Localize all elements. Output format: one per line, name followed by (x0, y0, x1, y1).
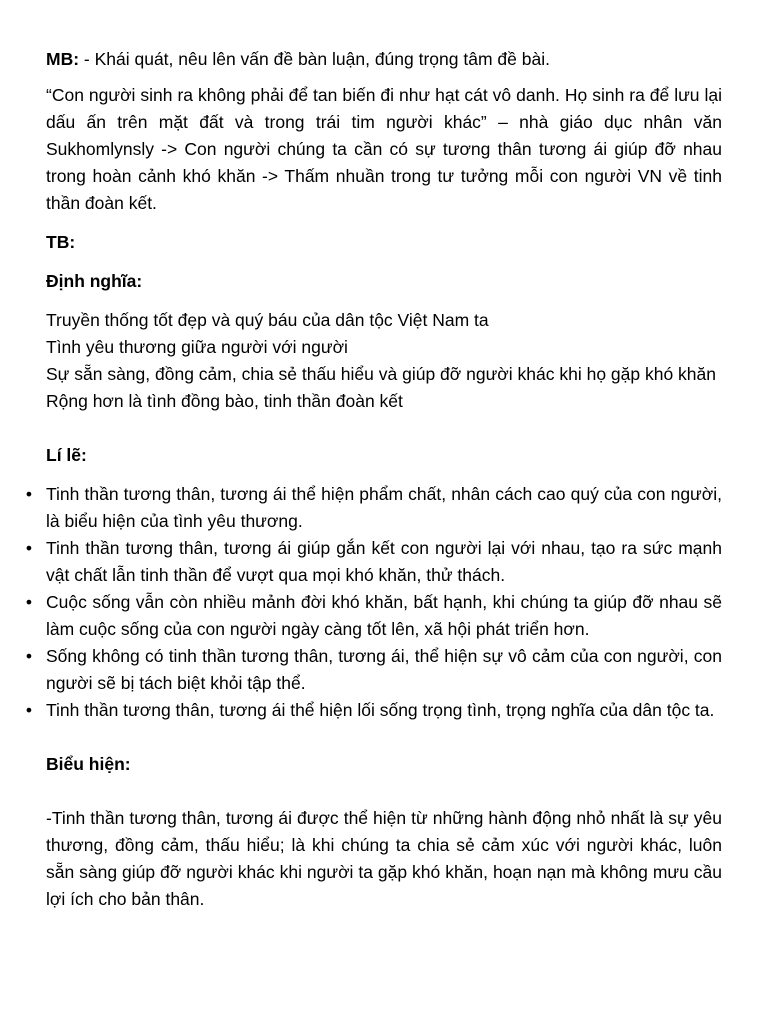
definition-line: Sự sẵn sàng, đồng cảm, chia sẻ thấu hiểu và giúp đỡ người khác khi họ gặp khó khăn (46, 364, 716, 384)
definition-heading-text: Định nghĩa: (46, 271, 143, 291)
reasons-heading (46, 442, 722, 469)
expression-paragraph: -Tinh thần tương thân, tương ái được thể hiện từ những hành động nhỏ nhất là sự yêu thương, đồng cảm, thấu hiểu; là khi chúng ta chia sẻ cảm xúc với người khác, luôn sẵn sàng giúp đỡ người khác khi người ta gặp khó khăn, hoạn nạn mà không mưu cầu lợi ích cho bản thân. (46, 808, 722, 909)
reason-text: Tinh thần tương thân, tương ái giúp gắn kết con người lại với nhau, tạo ra sức mạnh vật chất lẫn tinh thần để vượt qua mọi khó khăn, thử thách. (46, 538, 722, 585)
expression-heading (46, 751, 722, 778)
reason-item (25, 643, 722, 697)
definition-line: Truyền thống tốt đẹp và quý báu của dân tộc Việt Nam ta (46, 310, 489, 330)
reasons-list (25, 481, 722, 724)
mb-text: - Khái quát, nêu lên vấn đề bàn luận, đúng trọng tâm đề bài. (79, 49, 550, 69)
bullet-icon: • (25, 484, 33, 504)
definition-heading (46, 268, 722, 295)
reason-item (25, 535, 722, 589)
bullet-icon: • (25, 592, 33, 612)
spacer (46, 415, 722, 442)
reason-item (25, 589, 722, 643)
definition-line: Tình yêu thương giữa người với người (46, 337, 348, 357)
quote-paragraph: “Con người sinh ra không phải để tan biến đi như hạt cát vô danh. Họ sinh ra để lưu lại dấu ấn trên mặt đất và trong trái tim người khác” – nhà giáo dục nhân văn Sukhomlynsly -> Con người chúng ta cần có sự tương thân tương ái giúp đỡ nhau trong hoàn cảnh khó khăn -> Thấm nhuần trong tư tưởng mỗi con người VN về tinh thần đoàn kết. (46, 85, 722, 213)
spacer (46, 724, 722, 751)
reason-text: Tinh thần tương thân, tương ái thể hiện lối sống trọng tình, trọng nghĩa của dân tộc ta. (46, 700, 715, 720)
reasons-heading-text: Lí lẽ: (46, 445, 87, 465)
bullet-icon: • (25, 538, 33, 558)
reason-item (25, 697, 722, 724)
expression-heading-text: Biểu hiện: (46, 754, 131, 774)
tb-label: TB: (46, 232, 76, 252)
bullet-icon: • (25, 646, 33, 666)
definition-list (46, 307, 722, 415)
tb-heading (46, 229, 722, 256)
mb-paragraph (46, 46, 722, 73)
bullet-icon: • (25, 700, 33, 720)
reason-text: Cuộc sống vẫn còn nhiều mảnh đời khó khăn, bất hạnh, khi chúng ta giúp đỡ nhau sẽ làm cuộc sống của con người ngày càng tốt lên, xã hội phát triển hơn. (46, 592, 722, 639)
reason-item (25, 481, 722, 535)
reason-text: Sống không có tinh thần tương thân, tương ái, thể hiện sự vô cảm của con người, con người sẽ bị tách biệt khỏi tập thể. (46, 646, 722, 693)
mb-label: MB: (46, 49, 80, 69)
reason-text: Tinh thần tương thân, tương ái thể hiện phẩm chất, nhân cách cao quý của con người, là biểu hiện của tình yêu thương. (46, 484, 722, 531)
definition-line: Rộng hơn là tình đồng bào, tinh thần đoàn kết (46, 391, 403, 411)
